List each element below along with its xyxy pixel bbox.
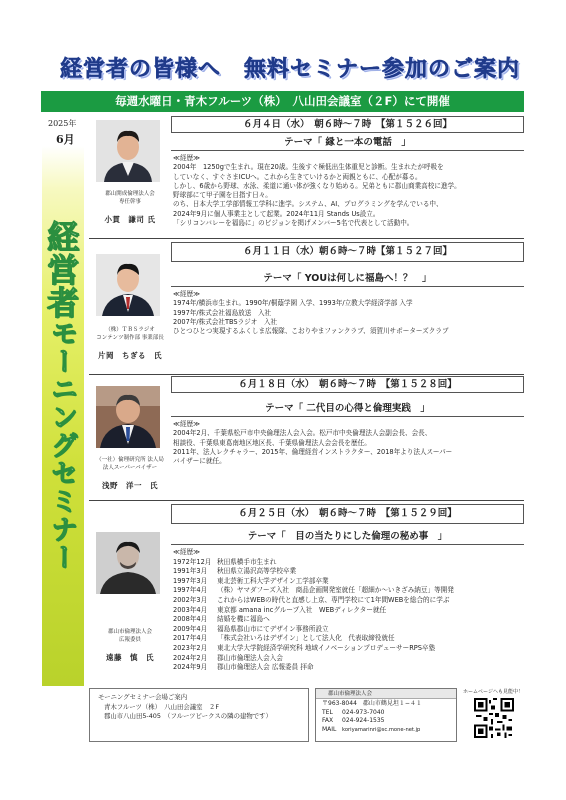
speaker-photo	[96, 386, 160, 448]
session-3	[89, 376, 524, 496]
speaker-affiliation: 郡山市倫理法人会 広報委員	[107, 629, 152, 643]
session-1	[89, 116, 524, 234]
speaker-photo	[96, 532, 160, 594]
venue-title: モーニングセミナー会場ご案内	[98, 693, 188, 701]
section-divider	[89, 238, 524, 239]
session-4	[89, 504, 524, 684]
contact-tel: TEL 024-973-7040	[322, 708, 385, 716]
venue-line: 郡山市八山田5-405 （フルーツピークスの隣の建物です）	[104, 712, 272, 720]
morning-seminar-band	[42, 146, 84, 686]
qr-code-icon[interactable]	[474, 698, 514, 738]
session-date: ６月４日（水） 朝６時～７時 【第１５２６回】	[171, 116, 524, 133]
page-title: 経営者の皆様へ 無料セミナー参加のご案内	[59, 56, 520, 82]
speaker-name: 小貫 謙司 氏	[104, 215, 156, 224]
footer	[89, 688, 524, 742]
section-divider	[89, 500, 524, 501]
speaker-affiliation: （一社）倫理研究所 法人局 法人スーパーバイザー	[96, 457, 164, 471]
session-date: ６月１１日（水）朝６時～７時【第１５２７回】	[171, 242, 524, 262]
session-theme: テーマ「 目の当たりにした倫理の秘め事 」	[171, 528, 524, 545]
venue-banner: 毎週水曜日・青木フルーツ（株） 八山田会議室（２F）にて開催	[41, 91, 524, 112]
session-2	[89, 242, 524, 370]
contact-postal: 〒963-8044 郡山市鶴見坦１−４１	[322, 700, 422, 707]
session-theme: テーマ「 縁と一本の電話 」	[171, 134, 524, 151]
session-theme: テーマ「 二代目の心得と倫理実践 」	[171, 400, 524, 417]
career-text: ≪経歴≫ 2004年 1250gで生まれ。現在20歳。生後すぐ極低出生体重児と診断。生まれたが呼吸を していなく、すぐさまICUへ。これから生きていけるかと両親ともに、心配が募る。 しかし、6歳から野球、水泳、柔道に通い体が強くなり始める。兄弟ともに郡山商業高校に進学。 野球部にて甲子園を目指す日々。 のち、日本大学工学部情報工学科に進学。システム、AI、プログラミングを学んでいる中、 2024年9月に個人事業主として起業。2024年11月 Stands Us設立。 「シリコンバレーを福島に」のビジョンを掲げメンバー5名で代表として活動中。	[173, 154, 461, 228]
speaker-affiliation: 郡山開成倫理法人会 専任幹事	[105, 191, 155, 205]
month-label: 6月	[56, 133, 75, 146]
session-date: ６月１８日（水） 朝６時～７時 【第１５２８回】	[171, 376, 524, 393]
section-divider	[89, 374, 524, 375]
speaker-photo	[96, 120, 160, 182]
venue-info-box	[89, 688, 309, 742]
contact-mail[interactable]: MAIL koriyamarinri@sc.mone-net.jp	[322, 725, 421, 733]
speaker-affiliation: （株）ＴＢＳラジオ コンテンツ制作部 事業部長	[96, 327, 164, 341]
career-text: ≪経歴≫ 1972年12月 秋田県横手市生まれ 1991年3月 秋田県立湯沢高等学校卒業 1997年3月 東北芸術工科大学デザイン工学部卒業 1997年4月 （株）ヤマダフーズ入社 商品企画開発室就任「超細か～いきざみ納豆」等開発 2002年3月 これからはWEBの時代と直感し上京、専門学校にて1年間WEBを総合的に学ぶ 2003年4月 東京都 amana incグループ入社 WEBディレクター就任 2008年4月 結婚を機に福島へ 2009年4月 福島県郡山市にてデザイン事務所設立 2017年4月 「株式会社いろはデザイン」として法人化 代表取締役就任 2023年2月 東北大学大学院経済学研究科 地域イノベーションプロデューサーRPS卒塾 2024年2月 郡山市倫理法人会入会 2024年9月 郡山市倫理法人会 広報委員 拝命	[173, 548, 454, 672]
speaker-name: 浅野 洋一 氏	[102, 481, 158, 490]
venue-line: 青木フルーツ（株） 八山田会議室 ２F	[104, 703, 219, 711]
speaker-name: 遠藤 慎 氏	[106, 653, 154, 662]
session-date: ６月２５日（水） 朝６時～７時 【第１５２９回】	[171, 504, 524, 524]
contact-org: 郡山市倫理法人会	[316, 689, 456, 699]
year-label: 2025年	[48, 119, 77, 128]
career-text: ≪経歴≫ 1974年/横浜市生まれ。1990年/桐蔭学園 入学、1993年/立教大学経済学部 入学 1997年/株式会社福島放送 入社 2007年/株式会社TBSラジオ 入社 ひとつひとつ実現するふくしま広報隊、こおりやまファンクラブ、須賀川サポーターズクラブ	[173, 290, 449, 336]
speaker-photo	[96, 254, 160, 316]
qr-caption: ホームページへも見能中！	[463, 689, 523, 695]
session-theme: テーマ「 YOUは何しに福島へ！？ 」	[171, 270, 524, 287]
career-text: ≪経歴≫ 2004年2月、千葉県松戸市中央倫理法人会入会。松戸市中央倫理法人会副会長、会長、 相談役、千葉県東葛南地区地区長、千葉県倫理法人会会長を歴任。 2011年、法人レクチャラー、2015年、倫理経営インストラクター、2018年より法人スーパー バイザーに就任。	[173, 420, 453, 466]
contact-box	[315, 688, 457, 742]
contact-fax: FAX 024-924-1535	[322, 717, 385, 725]
vertical-seminar-title: 経営者モーニングセミナー	[42, 220, 80, 571]
speaker-name: 片岡 ちぎる 氏	[98, 351, 162, 360]
